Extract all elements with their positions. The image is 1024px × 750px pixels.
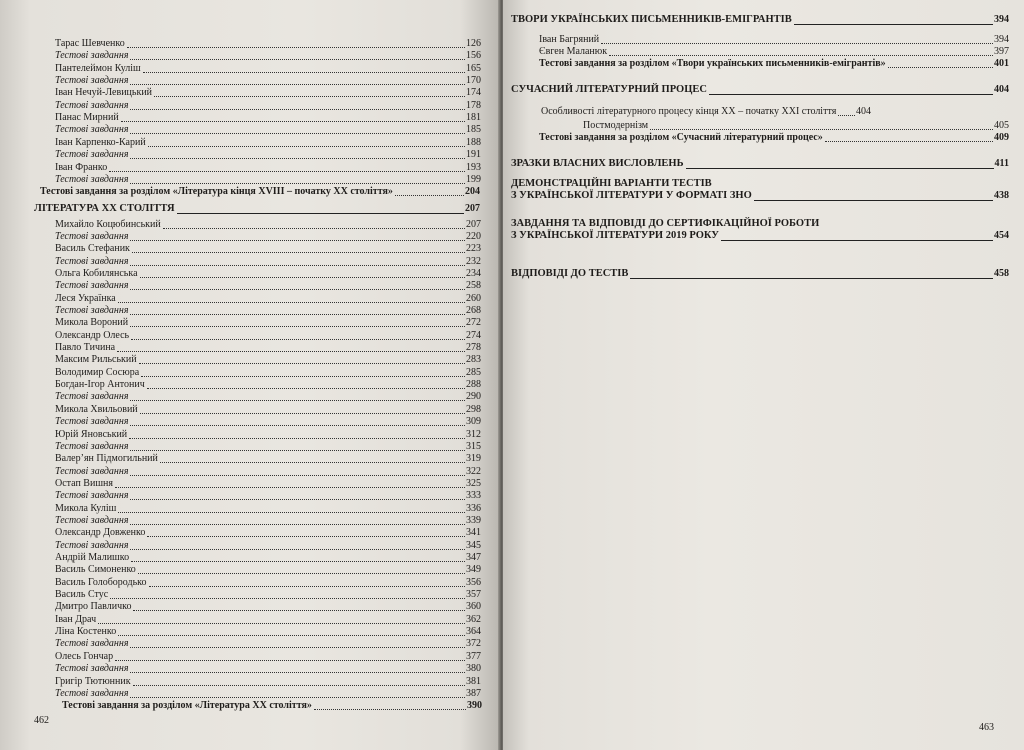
dot-leader [117,351,465,352]
dot-leader [130,265,465,266]
dot-leader [131,339,465,340]
toc-entry-l3 [55,75,481,87]
toc-entry-title: Олесь Гончар [55,650,114,662]
toc-entry-title: Ольга Кобилянська [55,267,138,279]
toc-entry-l0 [55,38,481,50]
dot-leader [149,586,465,587]
dot-leader [143,72,465,73]
toc-entry-title: Тестові завдання за розділом «Сучасний літературний процес» [539,132,823,143]
dot-leader [609,55,993,56]
toc-entry-l18 [55,268,481,280]
toc-entry-l25 [55,354,481,366]
toc-entry-r11 [511,268,1009,280]
toc-entry-l37 [55,503,481,515]
toc-entry-l27 [55,379,481,391]
toc-entry-title: Тестові завдання [55,514,129,526]
toc-entry-r6 [583,120,1009,132]
toc-entry-page: 185 [466,124,481,136]
toc-section-title-line1: ДЕМОНСТРАЦІЙНІ ВАРІАНТИ ТЕСТІВ [511,178,712,189]
toc-entry-r3 [539,58,1009,70]
toc-entry-title: Тестові завдання за розділом «Література кінця XVIII – початку XX століття» [40,186,393,198]
toc-entry-page: 268 [466,305,481,316]
toc-entry-page: 283 [466,354,481,366]
toc-entry-page: 409 [994,132,1009,143]
toc-entry-l45 [55,601,481,613]
toc-entry-l20 [55,293,481,305]
toc-entry-title: Тестові завдання [55,490,129,502]
toc-entry-l15 [55,231,481,243]
toc-entry-l39 [55,527,481,539]
dot-leader [709,94,993,95]
dot-leader [160,462,465,463]
toc-entry-l44 [55,589,481,601]
toc-entry-page: 341 [466,527,481,539]
toc-entry-r4 [511,84,1009,96]
toc-entry-title: Тестові завдання [55,149,129,161]
toc-entry-title: Тестові завдання [55,539,129,551]
toc-section-title-line1: ЗАВДАННЯ ТА ВІДПОВІДІ ДО СЕРТИФІКАЦІЙНОЇ РОБОТИ [511,218,820,229]
dot-leader [130,697,465,698]
toc-entry-r0 [511,14,1009,26]
toc-entry-page: 274 [466,329,481,341]
toc-entry-title: З УКРАЇНСЬКОЇ ЛІТЕРАТУРИ 2019 РОКУ [511,230,719,241]
toc-entry-page: 394 [994,34,1009,45]
toc-entry-page: 207 [466,218,481,230]
dot-leader [139,363,465,364]
dot-leader [130,672,465,673]
toc-entry-title: Тестові завдання за розділом «Твори українських письменників-емігрантів» [539,58,886,69]
dot-leader [825,141,993,142]
toc-entry-page: 349 [466,564,481,576]
dot-leader [154,96,465,97]
toc-entry-title: З УКРАЇНСЬКОЇ ЛІТЕРАТУРИ У ФОРМАТІ ЗНО [511,190,752,201]
toc-entry-page: 181 [466,112,481,124]
toc-entry-l1 [55,50,481,62]
dot-leader [130,499,465,500]
toc-entry-title: Тестові завдання [55,75,129,87]
right-page-number: 463 [979,722,994,733]
toc-entry-title: Володимир Сосюра [55,366,140,378]
toc-entry-title: Тестові завдання [55,173,129,185]
toc-entry-title: Василь Голобородько [55,576,147,588]
dot-leader [121,121,465,122]
toc-entry-title: Тарас Шевченко [55,38,125,49]
toc-entry-title: Григір Тютюнник [55,675,131,687]
toc-entry-l22 [55,317,481,329]
toc-entry-page: 220 [466,230,481,242]
toc-entry-title: Тестові завдання [55,305,129,316]
toc-entry-title: Тестові завдання [55,440,129,452]
toc-entry-page: 207 [465,202,480,214]
toc-entry-l35 [55,478,481,490]
dot-leader [130,289,465,290]
toc-entry-l12 [40,186,480,198]
toc-entry-title: Михайло Коцюбинський [55,218,161,230]
toc-entry-page: 170 [466,75,481,87]
toc-entry-l5 [55,100,481,112]
right-page [503,0,1024,750]
dot-leader [138,573,465,574]
toc-entry-l40 [55,540,481,552]
dot-leader [130,425,465,426]
dot-leader [177,213,464,214]
dot-leader [127,47,465,48]
toc-entry-l14 [55,219,481,231]
dot-leader [163,228,465,229]
dot-leader [888,67,993,68]
toc-entry-l13 [34,203,480,215]
dot-leader [130,158,465,159]
toc-entry-l26 [55,367,481,379]
toc-entry-title: Іван Багряний [539,34,600,45]
toc-entry-page: 381 [466,675,481,687]
toc-entry-title: Василь Симоненко [55,564,136,576]
toc-entry-l49 [55,651,481,663]
toc-entry-page: 312 [466,428,481,440]
left-page [0,0,500,750]
toc-entry-page: 315 [466,440,481,452]
toc-entry-title: Особливості літературного процесу кінця XX – початку XXI століття [541,106,837,117]
toc-entry-l16 [55,243,481,255]
toc-entry-page: 223 [466,243,481,255]
toc-entry-page: 339 [466,514,481,526]
toc-entry-page: 377 [466,650,481,662]
toc-entry-title: Іван Драч [55,613,97,625]
toc-entry-page: 156 [466,50,481,62]
toc-entry-page: 260 [466,292,481,304]
dot-leader [130,524,465,525]
dot-leader [130,59,465,60]
toc-entry-r2 [539,46,1009,58]
toc-entry-title: Постмодернізм [583,120,649,131]
toc-entry-l47 [55,626,481,638]
toc-entry-page: 285 [466,366,481,378]
toc-entry-page: 458 [994,268,1009,279]
toc-entry-l7 [55,124,481,136]
dot-leader [650,129,993,130]
toc-entry-l29 [55,404,481,416]
toc-entry-page: 401 [994,58,1009,69]
dot-leader [147,388,465,389]
dot-leader [130,314,465,315]
toc-entry-page: 380 [466,663,481,675]
toc-entry-title: Тестові завдання за розділом «Література XX століття» [62,700,312,712]
dot-leader [130,326,465,327]
toc-entry-title: ВІДПОВІДІ ДО ТЕСТІВ [511,268,629,279]
dot-leader [395,195,464,196]
toc-entry-r7 [539,132,1009,144]
dot-leader [130,475,465,476]
dot-leader [118,635,465,636]
toc-entry-l8 [55,137,481,149]
dot-leader [140,413,465,414]
toc-entry-title: Тестові завдання [55,416,129,428]
toc-entry-l17 [55,256,481,268]
dot-leader [130,133,465,134]
toc-entry-title: Пантелеймон Куліш [55,62,141,74]
dot-leader [109,171,465,172]
toc-entry-page: 165 [466,62,481,74]
left-page-number: 462 [34,715,49,726]
toc-entry-page: 319 [466,453,481,465]
toc-entry-title: Ліна Костенко [55,626,117,638]
dot-leader [129,438,465,439]
toc-entry-title: Максим Рильський [55,354,137,366]
toc-entry-title: ЗРАЗКИ ВЛАСНИХ ВИСЛОВЛЕНЬ [511,158,684,169]
toc-entry-title: Тестові завдання [55,99,129,111]
toc-entry-title: Василь Стефаник [55,243,130,255]
toc-entry-title: Тестові завдання [55,391,129,403]
dot-leader [141,376,465,377]
toc-entry-page: 193 [466,161,481,173]
toc-entry-l41 [55,552,481,564]
dot-leader [132,252,465,253]
toc-entry-l19 [55,280,481,292]
toc-entry-page: 325 [466,477,481,489]
dot-leader [794,24,993,25]
toc-entry-title: Микола Вороний [55,317,129,329]
toc-entry-page: 356 [466,576,481,588]
toc-entry-title: Василь Стус [55,589,109,601]
dot-leader [147,536,465,537]
toc-entry-page: 333 [466,490,481,502]
toc-entry-l10 [55,162,481,174]
toc-entry-title: Тестові завдання [55,280,129,292]
toc-entry-page: 364 [466,626,481,638]
toc-entry-page: 397 [994,46,1009,57]
dot-leader [130,183,465,184]
dot-leader [130,450,465,451]
toc-entry-page: 199 [466,173,481,185]
toc-entry-title: Тестові завдання [55,50,129,62]
dot-leader [140,277,465,278]
toc-entry-title: Тестові завдання [55,638,129,650]
toc-entry-title: Тестові завдання [55,465,129,477]
toc-entry-l43 [55,577,481,589]
dot-leader [130,647,465,648]
dot-leader [115,660,465,661]
dot-leader [130,109,465,110]
toc-entry-title: Валер’ян Підмогильний [55,453,158,465]
toc-entry-page: 322 [466,465,481,477]
toc-entry-page: 390 [467,700,482,712]
toc-entry-l6 [55,112,481,124]
toc-entry-l4 [55,87,481,99]
toc-entry-title: Тестові завдання [55,230,129,242]
toc-entry-title: Олександр Довженко [55,527,146,539]
toc-entry-page: 454 [994,230,1009,241]
toc-entry-title: Іван Нечуй-Левицький [55,87,153,99]
dot-leader [686,168,994,169]
toc-entry-l31 [55,429,481,441]
toc-entry-r9 [511,190,1009,202]
dot-leader [148,146,465,147]
toc-entry-l32 [55,441,481,453]
dot-leader [754,200,993,201]
toc-entry-r10 [511,230,1009,242]
toc-entry-page: 404 [856,106,871,117]
toc-entry-title: Андрій Малишко [55,552,130,563]
toc-entry-title: Остап Вишня [55,477,113,489]
toc-entry-title: ТВОРИ УКРАЇНСЬКИХ ПИСЬМЕННИКІВ-ЕМІГРАНТІВ [511,14,792,25]
dot-leader [98,623,465,624]
toc-entry-title: Тестові завдання [55,687,129,699]
toc-entry-title: Олександр Олесь [55,329,130,341]
dot-leader [601,43,993,44]
toc-entry-l34 [55,466,481,478]
toc-entry-l36 [55,490,481,502]
toc-entry-title: Богдан-Ігор Антонич [55,379,145,391]
toc-entry-l11 [55,174,481,186]
toc-entry-l38 [55,515,481,527]
toc-entry-r8 [511,158,1009,170]
toc-entry-l51 [55,676,481,688]
toc-entry-title: Тестові завдання [55,124,129,136]
toc-entry-page: 357 [466,589,481,601]
toc-entry-page: 372 [466,638,481,650]
dot-leader [130,240,465,241]
toc-entry-page: 178 [466,99,481,111]
toc-entry-page: 438 [994,190,1009,201]
toc-entry-page: 234 [466,267,481,279]
toc-entry-l30 [55,416,481,428]
toc-entry-l21 [55,305,481,317]
dot-leader [130,400,465,401]
dot-leader [130,84,465,85]
toc-entry-l2 [55,63,481,75]
toc-entry-title: Тестові завдання [55,663,129,675]
dot-leader [110,598,465,599]
toc-entry-page: 290 [466,391,481,403]
toc-entry-page: 387 [466,687,481,699]
toc-entry-l9 [55,149,481,161]
toc-entry-page: 309 [466,416,481,428]
toc-entry-title: Юрій Яновський [55,428,128,440]
toc-entry-page: 288 [466,379,481,391]
toc-entry-title: Дмитро Павличко [55,601,132,613]
toc-entry-title: Микола Куліш [55,502,117,514]
toc-entry-page: 336 [466,502,481,514]
toc-entry-page: 232 [466,255,481,267]
dot-leader [115,487,465,488]
toc-entry-page: 347 [466,552,481,563]
toc-entry-title: Іван Франко [55,161,108,173]
toc-entry-page: 411 [994,158,1009,169]
dot-leader [133,610,465,611]
dot-leader [721,240,993,241]
toc-entry-page: 126 [466,38,481,49]
toc-entry-l33 [55,453,481,465]
dot-leader [130,549,465,550]
toc-entry-page: 394 [994,14,1009,25]
toc-entry-title: Павло Тичина [55,342,116,354]
toc-entry-page: 191 [466,149,481,161]
toc-entry-l48 [55,638,481,650]
toc-entry-l42 [55,564,481,576]
toc-entry-page: 405 [994,120,1009,131]
dot-leader [118,512,465,513]
toc-entry-l24 [55,342,481,354]
toc-entry-title: Іван Карпенко-Карий [55,136,146,148]
toc-entry-page: 272 [466,317,481,329]
toc-entry-r5 [541,106,871,118]
toc-entry-title: Євген Маланюк [539,46,608,57]
toc-entry-title: Тестові завдання [55,255,129,267]
toc-entry-l50 [55,663,481,675]
toc-entry-page: 258 [466,280,481,292]
toc-entry-title: Леся Українка [55,292,116,304]
toc-entry-l52 [55,688,481,700]
dot-leader [314,709,466,710]
toc-entry-page: 204 [465,186,480,198]
dot-leader [118,302,465,303]
toc-entry-l46 [55,614,481,626]
toc-entry-r1 [539,34,1009,46]
toc-entry-page: 188 [466,136,481,148]
toc-entry-page: 404 [994,84,1009,95]
toc-entry-page: 362 [466,613,481,625]
toc-entry-title: ЛІТЕРАТУРА XX СТОЛІТТЯ [34,202,175,214]
toc-entry-page: 360 [466,601,481,613]
toc-entry-page: 298 [466,403,481,415]
toc-entry-page: 174 [466,87,481,99]
toc-entry-title: Микола Хвильовий [55,403,138,415]
toc-entry-l23 [55,330,481,342]
dot-leader [838,115,855,116]
dot-leader [630,278,993,279]
toc-entry-l28 [55,391,481,403]
toc-entry-title: СУЧАСНИЙ ЛІТЕРАТУРНИЙ ПРОЦЕС [511,84,707,95]
toc-entry-title: Панас Мирний [55,112,119,124]
toc-entry-l53 [62,700,482,712]
toc-entry-page: 278 [466,342,481,354]
toc-entry-page: 345 [466,539,481,551]
dot-leader [133,685,465,686]
dot-leader [131,561,465,562]
